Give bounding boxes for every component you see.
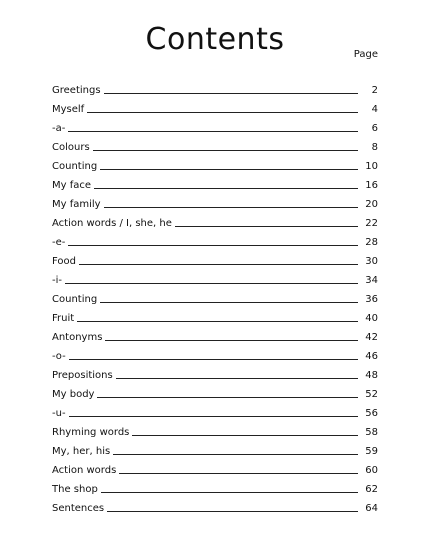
toc-entry-page-number: 6 — [371, 123, 378, 134]
toc-entry-title: Colours — [52, 142, 90, 153]
toc-entry-page-number: 4 — [371, 104, 378, 115]
toc-entry — [52, 477, 378, 496]
toc-entry — [52, 116, 378, 135]
toc-entry-title: -i- — [52, 275, 62, 286]
toc-entry-title: Sentences — [52, 503, 105, 514]
toc-leader-line — [175, 226, 358, 227]
toc-entry-page-number: 22 — [365, 218, 378, 229]
toc-leader-line — [69, 359, 358, 360]
toc-leader-line — [105, 340, 358, 341]
toc-leader-line — [79, 264, 358, 265]
toc-entry-title: Rhyming words — [52, 427, 130, 438]
toc-leader-line — [100, 169, 358, 170]
toc-entry-page-number: 8 — [371, 142, 378, 153]
toc-leader-line — [93, 150, 358, 151]
toc-entry-page-number: 42 — [365, 332, 378, 343]
toc-entry-page-number: 36 — [365, 294, 378, 305]
toc-entry-title: My, her, his — [52, 446, 111, 457]
page-title: Contents — [145, 22, 285, 57]
toc-leader-line — [68, 131, 358, 132]
toc-entry-page-number: 48 — [365, 370, 378, 381]
toc-entry — [52, 382, 378, 401]
toc-entry-title: Fruit — [52, 313, 75, 324]
toc-entry-page-number: 64 — [365, 503, 378, 514]
toc-entry — [52, 363, 378, 382]
toc-leader-line — [87, 112, 358, 113]
toc-entry — [52, 78, 378, 97]
toc-leader-line — [132, 435, 358, 436]
toc-leader-line — [68, 245, 358, 246]
toc-entry-title: Action words — [52, 465, 117, 476]
toc-entry-page-number: 20 — [365, 199, 378, 210]
toc-entry — [52, 344, 378, 363]
toc-entry — [52, 135, 378, 154]
page-column-label: Page — [353, 49, 378, 60]
toc-leader-line — [97, 397, 358, 398]
toc-entry-title: Antonyms — [52, 332, 103, 343]
toc-leader-line — [77, 321, 358, 322]
toc-leader-line — [104, 93, 358, 94]
toc-entry-title: Action words / I, she, he — [52, 218, 172, 229]
toc-entry-title: -e- — [52, 237, 66, 248]
toc-entry-title: -a- — [52, 123, 66, 134]
toc-entry — [52, 249, 378, 268]
toc-entry — [52, 230, 378, 249]
toc-entry — [52, 496, 378, 515]
toc-entry — [52, 192, 378, 211]
toc-entry-title: -u- — [52, 408, 66, 419]
toc-entry — [52, 401, 378, 420]
toc-entry — [52, 420, 378, 439]
toc-leader-line — [100, 302, 358, 303]
table-of-contents — [52, 78, 378, 515]
toc-entry — [52, 97, 378, 116]
toc-leader-line — [94, 188, 358, 189]
toc-entry-title: My body — [52, 389, 95, 400]
toc-entry-page-number: 52 — [365, 389, 378, 400]
toc-entry-title: Food — [52, 256, 76, 267]
toc-entry — [52, 325, 378, 344]
toc-leader-line — [113, 454, 358, 455]
toc-leader-line — [104, 207, 358, 208]
toc-entry-title: My family — [52, 199, 101, 210]
toc-entry — [52, 306, 378, 325]
toc-leader-line — [116, 378, 358, 379]
toc-entry-page-number: 58 — [365, 427, 378, 438]
toc-entry-page-number: 59 — [365, 446, 378, 457]
toc-entry-title: Prepositions — [52, 370, 113, 381]
toc-entry-page-number: 34 — [365, 275, 378, 286]
toc-entry-title: Counting — [52, 161, 98, 172]
toc-entry — [52, 154, 378, 173]
toc-entry-page-number: 56 — [365, 408, 378, 419]
toc-entry-page-number: 2 — [371, 85, 378, 96]
toc-entry-title: My face — [52, 180, 92, 191]
toc-entry — [52, 458, 378, 477]
toc-leader-line — [107, 511, 358, 512]
toc-entry-title: -o- — [52, 351, 66, 362]
toc-entry-page-number: 60 — [365, 465, 378, 476]
toc-entry-title: Greetings — [52, 85, 101, 96]
toc-entry-title: The shop — [52, 484, 98, 495]
toc-entry-page-number: 10 — [365, 161, 378, 172]
toc-leader-line — [101, 492, 358, 493]
toc-entry-page-number: 30 — [365, 256, 378, 267]
toc-entry — [52, 439, 378, 458]
toc-entry — [52, 173, 378, 192]
toc-entry-page-number: 28 — [365, 237, 378, 248]
toc-entry — [52, 211, 378, 230]
toc-leader-line — [65, 283, 358, 284]
toc-leader-line — [119, 473, 358, 474]
toc-entry-page-number: 40 — [365, 313, 378, 324]
toc-leader-line — [69, 416, 358, 417]
toc-entry-page-number: 62 — [365, 484, 378, 495]
toc-entry-title: Myself — [52, 104, 85, 115]
toc-entry-page-number: 46 — [365, 351, 378, 362]
toc-entry — [52, 268, 378, 287]
toc-entry — [52, 287, 378, 306]
toc-entry-title: Counting — [52, 294, 98, 305]
toc-entry-page-number: 16 — [365, 180, 378, 191]
